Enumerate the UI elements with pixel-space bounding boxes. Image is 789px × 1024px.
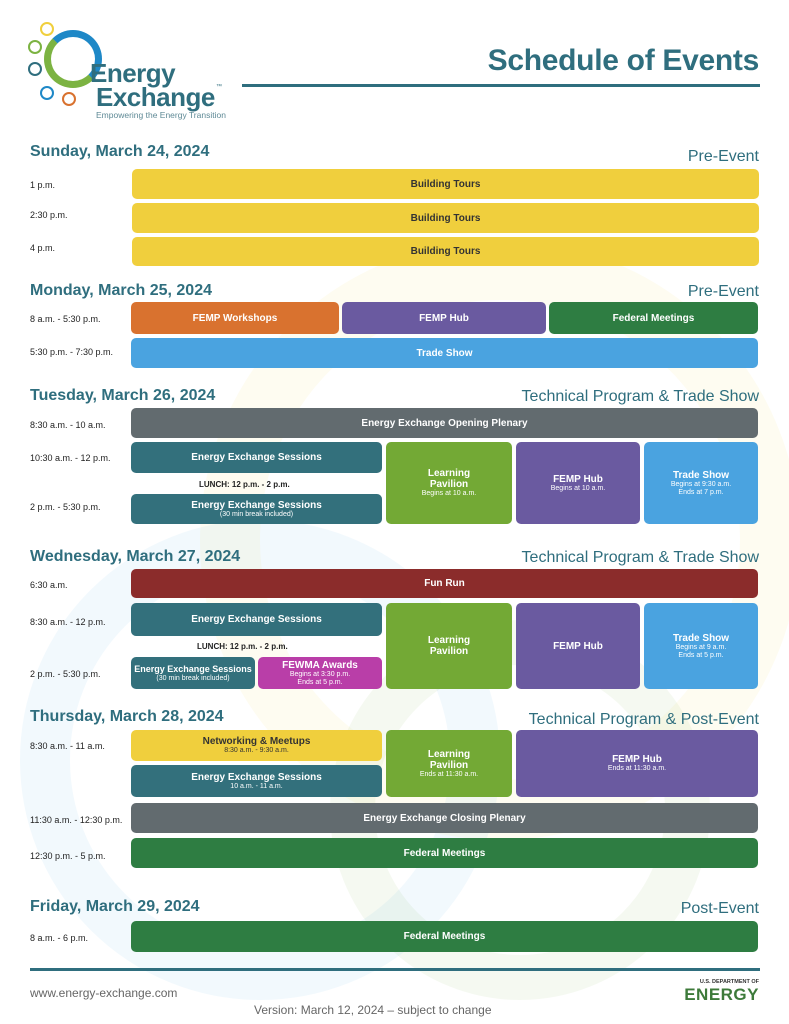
event-note: Ends at 11:30 a.m.: [607, 765, 667, 772]
event-trade-show: [644, 603, 758, 689]
lunch-label: LUNCH: 12 p.m. - 2 p.m.: [199, 480, 290, 489]
event-building-tours: [132, 237, 759, 266]
event-building-tours: [132, 203, 759, 233]
event-title: Building Tours: [410, 212, 481, 224]
event-title: Learning: [427, 748, 471, 760]
event-title: Building Tours: [410, 178, 481, 190]
event-federal-meetings: [131, 921, 758, 952]
event-title: FEMP Hub: [553, 473, 603, 485]
event-title: Pavilion: [429, 479, 469, 490]
event-title: Building Tours: [410, 246, 481, 257]
event-note: Ends at 5 p.m.: [297, 678, 343, 686]
event-closing-plenary: [131, 803, 758, 833]
category-monday: Pre-Event: [687, 283, 759, 300]
time-label: 10:30 a.m. - 12 p.m.: [30, 453, 111, 463]
category-thursday: Technical Program & Post-Event: [528, 711, 759, 728]
event-femp-hub: [516, 730, 758, 797]
footer-url[interactable]: www.energy-exchange.com: [30, 986, 178, 1000]
event-note: 8:30 a.m. - 9:30 a.m.: [224, 747, 289, 754]
day-heading-thursday: Thursday, March 28, 2024: [30, 708, 224, 725]
event-networking: [131, 730, 382, 761]
time-label: 2 p.m. - 5:30 p.m.: [30, 669, 101, 679]
event-title: FEMP Hub: [419, 312, 469, 324]
day-heading-tuesday: Tuesday, March 26, 2024: [30, 387, 216, 404]
event-learning-pavilion: [386, 603, 512, 689]
event-building-tours: [132, 169, 759, 199]
event-title: Energy Exchange Sessions: [134, 663, 252, 674]
event-federal-meetings: [131, 838, 758, 868]
event-femp-hub: [342, 302, 546, 334]
event-opening-plenary: [131, 408, 758, 438]
time-label: 1 p.m.: [30, 180, 56, 190]
day-heading-sunday: Sunday, March 24, 2024: [30, 143, 210, 160]
event-sessions: [131, 442, 382, 473]
logo-dot-icon: [40, 22, 54, 36]
event-note: Ends at 11:30 a.m.: [419, 770, 479, 778]
event-fewma-awards: [258, 657, 382, 689]
event-note: (30 min break included): [219, 510, 294, 518]
event-note: Begins at 10 a.m.: [421, 490, 477, 497]
event-title: Pavilion: [429, 759, 469, 771]
event-title: FEMP Hub: [553, 640, 603, 652]
event-note: (30 min break included): [156, 674, 230, 682]
day-heading-friday: Friday, March 29, 2024: [30, 898, 200, 915]
page-title: Schedule of Events: [487, 44, 759, 77]
time-label: 11:30 a.m. - 12:30 p.m.: [30, 815, 123, 825]
event-title: Learning: [427, 468, 471, 479]
event-title: Learning: [427, 635, 471, 646]
time-label: 8 a.m. - 5:30 p.m.: [30, 314, 101, 324]
event-note: Begins at 10 a.m.: [550, 484, 606, 492]
time-label: 8 a.m. - 6 p.m.: [30, 933, 89, 943]
time-label: 2:30 p.m.: [30, 210, 68, 220]
doe-logo-small: U.S. DEPARTMENT OF: [699, 979, 759, 985]
event-title: Networking & Meetups: [202, 736, 311, 747]
event-title: Energy Exchange Sessions: [191, 452, 322, 463]
category-sunday: Pre-Event: [687, 148, 759, 165]
logo-tagline: Empowering the Energy Transition: [96, 110, 226, 120]
event-title: Federal Meetings: [403, 931, 486, 942]
time-label: 12:30 p.m. - 5 p.m.: [30, 851, 106, 861]
event-title: FEMP Workshops: [192, 312, 278, 324]
event-title: Pavilion: [429, 646, 469, 657]
event-note: Begins at 9:30 a.m.: [670, 480, 732, 488]
time-label: 4 p.m.: [30, 243, 56, 253]
event-title: Trade Show: [416, 347, 473, 359]
event-fun-run: [131, 569, 758, 598]
event-title: Federal Meetings: [403, 847, 486, 859]
event-sessions: [131, 603, 382, 636]
logo-dot-icon: [28, 40, 42, 54]
event-learning-pavilion: [386, 442, 512, 524]
footer-version: Version: March 12, 2024 – subject to change: [254, 1003, 492, 1017]
event-title: Trade Show: [672, 632, 730, 644]
event-title: Energy Exchange Sessions: [191, 614, 322, 625]
event-sessions: [131, 765, 382, 797]
event-federal-meetings: [549, 302, 758, 334]
time-label: 2 p.m. - 5:30 p.m.: [30, 502, 101, 512]
event-note: Begins at 3:30 p.m.: [289, 670, 351, 678]
event-note: Ends at 5 p.m.: [678, 651, 724, 659]
footer-rule: [30, 968, 760, 971]
event-learning-pavilion: [386, 730, 512, 797]
event-sessions: [131, 657, 255, 689]
header-rule: [242, 84, 760, 87]
event-note: 10 a.m. - 11 a.m.: [230, 782, 283, 790]
time-label: 6:30 a.m.: [30, 580, 68, 590]
day-heading-monday: Monday, March 25, 2024: [30, 282, 212, 299]
logo-tm: ™: [216, 84, 222, 90]
time-label: 8:30 a.m. - 10 a.m.: [30, 420, 106, 430]
event-title: Trade Show: [672, 469, 730, 481]
logo-word-exchange: Exchange: [96, 82, 215, 112]
event-title: Energy Exchange Sessions: [191, 499, 322, 511]
event-title: Energy Exchange Opening Plenary: [361, 417, 528, 429]
logo-dot-icon: [40, 86, 54, 100]
doe-logo-big: ENERGY: [684, 985, 759, 1004]
event-title: Energy Exchange Closing Plenary: [363, 812, 526, 824]
event-title: FEWMA Awards: [282, 659, 358, 671]
category-wednesday: Technical Program & Trade Show: [521, 549, 759, 566]
event-title: FEMP Hub: [612, 754, 662, 765]
category-friday: Post-Event: [680, 900, 759, 917]
logo-word-energy: Energy: [90, 58, 176, 88]
time-label: 5:30 p.m. - 7:30 p.m.: [30, 347, 114, 357]
event-femp-hub: [516, 603, 640, 689]
event-sessions: [131, 494, 382, 524]
event-femp-hub: [516, 442, 640, 524]
event-title: Fun Run: [424, 578, 465, 589]
lunch-label: LUNCH: 12 p.m. - 2 p.m.: [197, 642, 288, 651]
time-label: 8:30 a.m. - 11 a.m.: [30, 741, 105, 751]
event-trade-show: [644, 442, 758, 524]
event-title: Energy Exchange Sessions: [191, 771, 322, 783]
event-trade-show: [131, 338, 758, 368]
event-note: Begins at 9 a.m.: [675, 643, 727, 651]
time-label: 8:30 a.m. - 12 p.m.: [30, 617, 106, 627]
category-tuesday: Technical Program & Trade Show: [521, 388, 759, 405]
logo-dot-icon: [62, 92, 76, 106]
event-femp-workshops: [131, 302, 339, 334]
event-title: Federal Meetings: [612, 312, 695, 324]
event-note: Ends at 7 p.m.: [678, 488, 724, 496]
day-heading-wednesday: Wednesday, March 27, 2024: [30, 548, 241, 565]
logo-dot-icon: [28, 62, 42, 76]
